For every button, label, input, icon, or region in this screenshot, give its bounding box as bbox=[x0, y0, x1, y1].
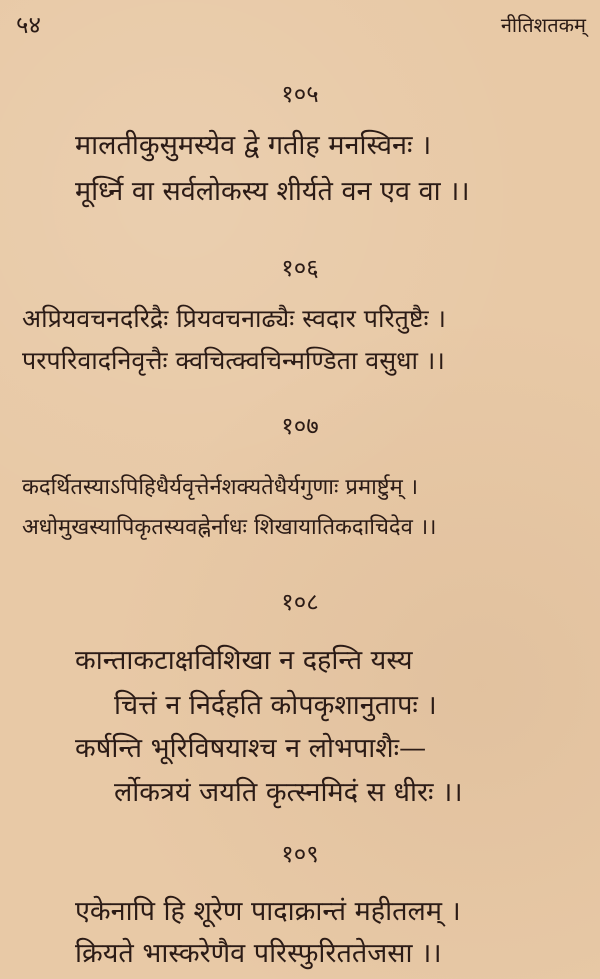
page-header bbox=[16, 8, 586, 42]
verse-108-line-1: कान्ताकटाक्षविशिखा न दहन्ति यस्य bbox=[75, 645, 413, 676]
verse-number-105: १०५ bbox=[281, 80, 319, 108]
verse-105-line-2: मूर्ध्नि वा सर्वलोकस्य शीर्यते वन एव वा ।। bbox=[75, 176, 470, 207]
page-number: ५४ bbox=[16, 11, 41, 39]
verse-number-107: १०७ bbox=[281, 412, 319, 440]
verse-106-line-2: परपरिवादनिवृत्तैः क्वचित्क्वचिन्मण्डिता वसुधा ।। bbox=[22, 346, 445, 375]
verse-106-line-1: अप्रियवचनदरिद्रैः प्रियवचनाढ्यैः स्वदार परितुष्टैः । bbox=[22, 304, 446, 333]
verse-109-line-1: एकेनापि हि शूरेण पादाक्रान्तं महीतलम् । bbox=[75, 896, 461, 927]
verse-109-line-2: क्रियते भास्करेणैव परिस्फुरिततेजसा ।। bbox=[75, 938, 442, 969]
verse-108-line-3: कर्षन्ति भूरिविषयाश्च न लोभपाशैः— bbox=[75, 733, 427, 764]
verse-108-line-2: चित्तं न निर्दहति कोपकृशानुतापः । bbox=[114, 690, 437, 721]
verse-105-line-1: मालतीकुसुमस्येव द्वे गतीह मनस्विनः । bbox=[75, 130, 432, 161]
verse-108-line-4: र्लोकत्रयं जयति कृत्स्नमिदं स धीरः ।। bbox=[114, 777, 463, 808]
verse-107-line-1: कदर्थितस्याऽपिहिधैर्यवृत्तेर्नशक्यतेधैर्यगुणाः प्रमार्ष्टुम् । bbox=[22, 475, 419, 500]
verse-number-108: १०८ bbox=[281, 588, 319, 616]
verse-number-106: १०६ bbox=[281, 254, 319, 282]
running-title: नीतिशतकम् bbox=[500, 13, 586, 37]
verse-107-line-2: अधोमुखस्यापिकृतस्यवह्नेर्नाधः शिखायातिकदाचिदेव ।। bbox=[22, 515, 437, 540]
verse-number-109: १०९ bbox=[281, 840, 319, 868]
